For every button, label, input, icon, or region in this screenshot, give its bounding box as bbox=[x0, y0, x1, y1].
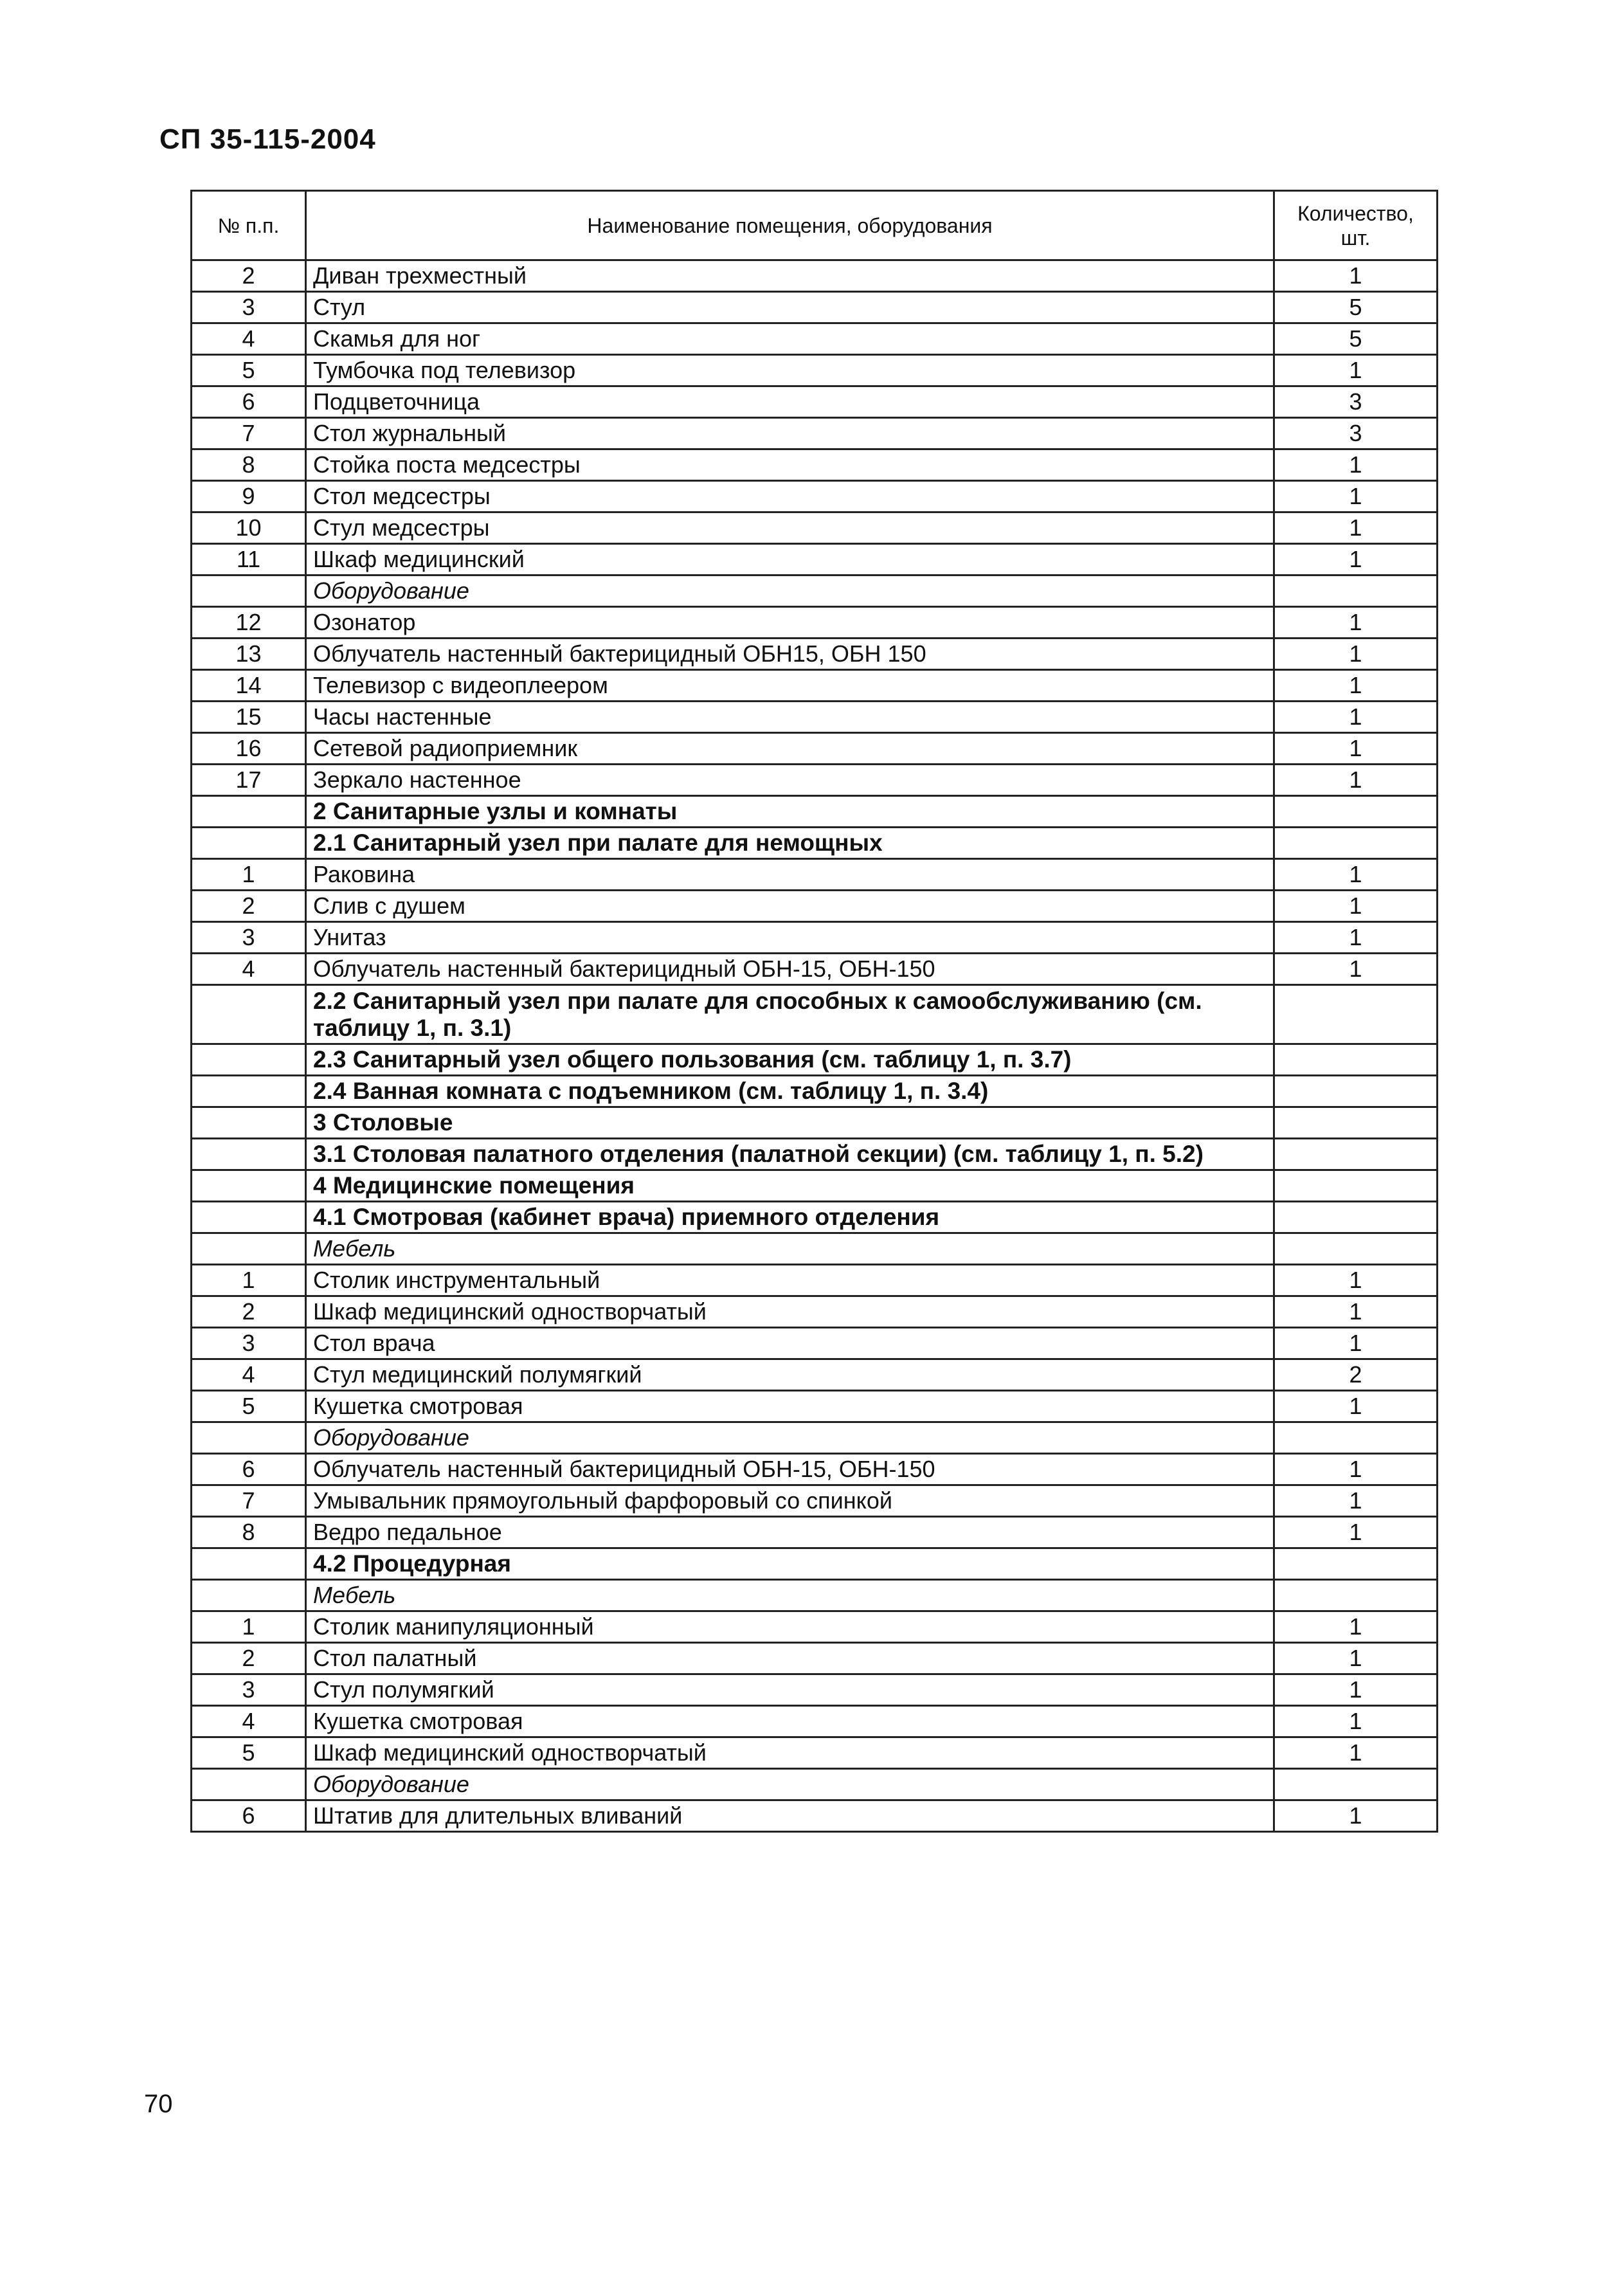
row-name-cell: 2.2 Санитарный узел при палате для способных к самообслуживанию (см. таблицу 1, п. 3.1) bbox=[306, 985, 1274, 1044]
row-number-cell bbox=[192, 1139, 306, 1170]
row-name-cell: Облучатель настенный бактерицидный ОБН15, ОБН 150 bbox=[306, 639, 1274, 670]
table-row bbox=[192, 449, 1438, 481]
row-quantity-cell: 1 bbox=[1274, 639, 1438, 670]
row-quantity-cell: 1 bbox=[1274, 670, 1438, 702]
row-name-cell: Кушетка смотровая bbox=[306, 1706, 1274, 1737]
row-name-cell: Ведро педальное bbox=[306, 1517, 1274, 1548]
row-name-cell: Тумбочка под телевизор bbox=[306, 355, 1274, 386]
row-number-cell bbox=[192, 1769, 306, 1800]
row-name-cell: Облучатель настенный бактерицидный ОБН-15, ОБН-150 bbox=[306, 954, 1274, 985]
table-row bbox=[192, 1454, 1438, 1485]
section-row bbox=[192, 1076, 1438, 1107]
row-name-cell: Стул bbox=[306, 292, 1274, 323]
row-number-cell: 3 bbox=[192, 292, 306, 323]
row-number-cell: 1 bbox=[192, 1265, 306, 1296]
row-number-cell: 3 bbox=[192, 1674, 306, 1706]
table-row bbox=[192, 1517, 1438, 1548]
row-quantity-cell: 1 bbox=[1274, 1674, 1438, 1706]
subheading-row bbox=[192, 1233, 1438, 1265]
row-name-cell: Мебель bbox=[306, 1580, 1274, 1611]
section-row bbox=[192, 1170, 1438, 1202]
row-number-cell: 8 bbox=[192, 449, 306, 481]
subheading-row bbox=[192, 576, 1438, 607]
row-number-cell: 7 bbox=[192, 1485, 306, 1517]
row-quantity-cell bbox=[1274, 796, 1438, 828]
row-quantity-cell bbox=[1274, 1107, 1438, 1139]
row-name-cell: Стол палатный bbox=[306, 1643, 1274, 1674]
row-number-cell: 6 bbox=[192, 386, 306, 418]
table-row bbox=[192, 1674, 1438, 1706]
table-row bbox=[192, 1391, 1438, 1422]
section-row bbox=[192, 796, 1438, 828]
row-number-cell: 4 bbox=[192, 1359, 306, 1391]
row-quantity-cell bbox=[1274, 1769, 1438, 1800]
table-row bbox=[192, 1611, 1438, 1643]
subheading-row bbox=[192, 1422, 1438, 1454]
row-quantity-cell bbox=[1274, 1044, 1438, 1076]
row-number-cell bbox=[192, 1548, 306, 1580]
section-row bbox=[192, 1044, 1438, 1076]
row-name-cell: Озонатор bbox=[306, 607, 1274, 639]
row-quantity-cell: 1 bbox=[1274, 1643, 1438, 1674]
row-number-cell: 4 bbox=[192, 954, 306, 985]
table-row bbox=[192, 260, 1438, 292]
row-name-cell: Оборудование bbox=[306, 1769, 1274, 1800]
row-quantity-cell: 3 bbox=[1274, 418, 1438, 449]
table-body bbox=[192, 260, 1438, 1832]
row-quantity-cell: 1 bbox=[1274, 512, 1438, 544]
row-name-cell: Стул медсестры bbox=[306, 512, 1274, 544]
row-number-cell: 3 bbox=[192, 922, 306, 954]
row-number-cell: 2 bbox=[192, 260, 306, 292]
row-quantity-cell: 1 bbox=[1274, 1800, 1438, 1832]
table-row bbox=[192, 481, 1438, 512]
row-number-cell: 13 bbox=[192, 639, 306, 670]
table-row bbox=[192, 292, 1438, 323]
row-name-cell: Мебель bbox=[306, 1233, 1274, 1265]
row-quantity-cell: 5 bbox=[1274, 323, 1438, 355]
row-quantity-cell: 1 bbox=[1274, 1391, 1438, 1422]
row-name-cell: Часы настенные bbox=[306, 702, 1274, 733]
row-name-cell: Кушетка смотровая bbox=[306, 1391, 1274, 1422]
row-number-cell: 4 bbox=[192, 1706, 306, 1737]
table-row bbox=[192, 1485, 1438, 1517]
row-name-cell: 3.1 Столовая палатного отделения (палатной секции) (см. таблицу 1, п. 5.2) bbox=[306, 1139, 1274, 1170]
row-name-cell: 2 Санитарные узлы и комнаты bbox=[306, 796, 1274, 828]
row-quantity-cell: 1 bbox=[1274, 765, 1438, 796]
table-row bbox=[192, 954, 1438, 985]
equipment-table bbox=[190, 190, 1438, 1833]
section-row bbox=[192, 1202, 1438, 1233]
row-name-cell: Унитаз bbox=[306, 922, 1274, 954]
row-number-cell: 11 bbox=[192, 544, 306, 576]
row-number-cell: 1 bbox=[192, 859, 306, 891]
section-row bbox=[192, 1107, 1438, 1139]
column-header-name: Наименование помещения, оборудования bbox=[306, 191, 1274, 260]
row-quantity-cell: 1 bbox=[1274, 449, 1438, 481]
row-number-cell: 6 bbox=[192, 1454, 306, 1485]
row-number-cell bbox=[192, 828, 306, 859]
row-name-cell: Сетевой радиоприемник bbox=[306, 733, 1274, 765]
row-name-cell: Стол врача bbox=[306, 1328, 1274, 1359]
table-row bbox=[192, 1643, 1438, 1674]
row-quantity-cell bbox=[1274, 1202, 1438, 1233]
page-number: 70 bbox=[144, 2090, 173, 2118]
row-quantity-cell: 1 bbox=[1274, 1265, 1438, 1296]
row-number-cell bbox=[192, 1422, 306, 1454]
row-number-cell bbox=[192, 985, 306, 1044]
row-number-cell bbox=[192, 1233, 306, 1265]
row-name-cell: 4 Медицинские помещения bbox=[306, 1170, 1274, 1202]
table-row bbox=[192, 1328, 1438, 1359]
row-quantity-cell: 1 bbox=[1274, 1706, 1438, 1737]
row-name-cell: Телевизор с видеоплеером bbox=[306, 670, 1274, 702]
row-number-cell bbox=[192, 1202, 306, 1233]
row-quantity-cell bbox=[1274, 1076, 1438, 1107]
row-name-cell: Столик манипуляционный bbox=[306, 1611, 1274, 1643]
row-number-cell: 6 bbox=[192, 1800, 306, 1832]
section-row bbox=[192, 828, 1438, 859]
table-row bbox=[192, 1359, 1438, 1391]
row-quantity-cell: 1 bbox=[1274, 1328, 1438, 1359]
row-name-cell: Диван трехместный bbox=[306, 260, 1274, 292]
row-name-cell: 4.2 Процедурная bbox=[306, 1548, 1274, 1580]
row-name-cell: Столик инструментальный bbox=[306, 1265, 1274, 1296]
row-name-cell: Стол журнальный bbox=[306, 418, 1274, 449]
row-number-cell: 2 bbox=[192, 1643, 306, 1674]
row-quantity-cell: 1 bbox=[1274, 1296, 1438, 1328]
row-quantity-cell: 1 bbox=[1274, 1611, 1438, 1643]
row-name-cell: Стул медицинский полумягкий bbox=[306, 1359, 1274, 1391]
table-row bbox=[192, 639, 1438, 670]
table-row bbox=[192, 670, 1438, 702]
row-quantity-cell: 1 bbox=[1274, 1485, 1438, 1517]
table-row bbox=[192, 544, 1438, 576]
row-number-cell: 5 bbox=[192, 355, 306, 386]
row-name-cell: Умывальник прямоугольный фарфоровый со спинкой bbox=[306, 1485, 1274, 1517]
row-number-cell: 3 bbox=[192, 1328, 306, 1359]
section-row bbox=[192, 1548, 1438, 1580]
row-number-cell: 2 bbox=[192, 891, 306, 922]
table-row bbox=[192, 733, 1438, 765]
row-number-cell: 4 bbox=[192, 323, 306, 355]
row-quantity-cell: 1 bbox=[1274, 1454, 1438, 1485]
table-row bbox=[192, 1265, 1438, 1296]
row-number-cell: 5 bbox=[192, 1391, 306, 1422]
row-number-cell bbox=[192, 1107, 306, 1139]
row-quantity-cell: 1 bbox=[1274, 954, 1438, 985]
row-quantity-cell bbox=[1274, 828, 1438, 859]
row-name-cell: Слив с душем bbox=[306, 891, 1274, 922]
row-quantity-cell: 1 bbox=[1274, 544, 1438, 576]
row-name-cell: 3 Столовые bbox=[306, 1107, 1274, 1139]
subheading-row bbox=[192, 1580, 1438, 1611]
row-name-cell: Шкаф медицинский bbox=[306, 544, 1274, 576]
row-name-cell: Подцветочница bbox=[306, 386, 1274, 418]
row-number-cell bbox=[192, 1580, 306, 1611]
row-quantity-cell: 1 bbox=[1274, 891, 1438, 922]
table-row bbox=[192, 607, 1438, 639]
table-row bbox=[192, 702, 1438, 733]
row-quantity-cell: 1 bbox=[1274, 859, 1438, 891]
row-name-cell: Облучатель настенный бактерицидный ОБН-15, ОБН-150 bbox=[306, 1454, 1274, 1485]
row-number-cell: 9 bbox=[192, 481, 306, 512]
row-number-cell: 5 bbox=[192, 1737, 306, 1769]
document-code: СП 35-115-2004 bbox=[159, 123, 376, 155]
row-number-cell bbox=[192, 1170, 306, 1202]
row-quantity-cell bbox=[1274, 985, 1438, 1044]
row-quantity-cell bbox=[1274, 1580, 1438, 1611]
table-row bbox=[192, 386, 1438, 418]
column-header-quantity: Количество, шт. bbox=[1274, 191, 1438, 260]
row-name-cell: Зеркало настенное bbox=[306, 765, 1274, 796]
row-number-cell: 10 bbox=[192, 512, 306, 544]
row-quantity-cell bbox=[1274, 1139, 1438, 1170]
row-number-cell: 14 bbox=[192, 670, 306, 702]
row-quantity-cell bbox=[1274, 1233, 1438, 1265]
row-number-cell: 12 bbox=[192, 607, 306, 639]
row-quantity-cell: 3 bbox=[1274, 386, 1438, 418]
row-name-cell: 2.4 Ванная комната с подъемником (см. таблицу 1, п. 3.4) bbox=[306, 1076, 1274, 1107]
table-row bbox=[192, 922, 1438, 954]
row-number-cell bbox=[192, 1076, 306, 1107]
row-quantity-cell bbox=[1274, 576, 1438, 607]
row-quantity-cell: 2 bbox=[1274, 1359, 1438, 1391]
row-quantity-cell: 1 bbox=[1274, 922, 1438, 954]
header-row bbox=[192, 191, 1438, 260]
row-name-cell: Оборудование bbox=[306, 1422, 1274, 1454]
row-name-cell: Штатив для длительных вливаний bbox=[306, 1800, 1274, 1832]
row-quantity-cell bbox=[1274, 1548, 1438, 1580]
section-row bbox=[192, 1139, 1438, 1170]
row-quantity-cell: 1 bbox=[1274, 1737, 1438, 1769]
row-name-cell: Стол медсестры bbox=[306, 481, 1274, 512]
row-quantity-cell: 1 bbox=[1274, 260, 1438, 292]
row-name-cell: 2.3 Санитарный узел общего пользования (см. таблицу 1, п. 3.7) bbox=[306, 1044, 1274, 1076]
table-row bbox=[192, 512, 1438, 544]
table-row bbox=[192, 1800, 1438, 1832]
row-name-cell: Оборудование bbox=[306, 576, 1274, 607]
table-row bbox=[192, 1737, 1438, 1769]
table-header bbox=[192, 191, 1438, 260]
table-row bbox=[192, 891, 1438, 922]
section-row bbox=[192, 985, 1438, 1044]
row-number-cell: 2 bbox=[192, 1296, 306, 1328]
row-quantity-cell: 1 bbox=[1274, 733, 1438, 765]
table-row bbox=[192, 765, 1438, 796]
row-quantity-cell: 5 bbox=[1274, 292, 1438, 323]
row-number-cell: 7 bbox=[192, 418, 306, 449]
row-name-cell: Стул полумягкий bbox=[306, 1674, 1274, 1706]
row-quantity-cell: 1 bbox=[1274, 355, 1438, 386]
column-header-number: № п.п. bbox=[192, 191, 306, 260]
row-name-cell: 2.1 Санитарный узел при палате для немощных bbox=[306, 828, 1274, 859]
row-number-cell: 16 bbox=[192, 733, 306, 765]
row-number-cell bbox=[192, 576, 306, 607]
table-row bbox=[192, 1296, 1438, 1328]
row-number-cell bbox=[192, 1044, 306, 1076]
table-row bbox=[192, 323, 1438, 355]
row-number-cell: 17 bbox=[192, 765, 306, 796]
row-quantity-cell: 1 bbox=[1274, 607, 1438, 639]
row-quantity-cell: 1 bbox=[1274, 1517, 1438, 1548]
row-name-cell: Скамья для ног bbox=[306, 323, 1274, 355]
table-row bbox=[192, 859, 1438, 891]
subheading-row bbox=[192, 1769, 1438, 1800]
row-number-cell bbox=[192, 796, 306, 828]
row-quantity-cell bbox=[1274, 1170, 1438, 1202]
row-name-cell: Шкаф медицинский одностворчатый bbox=[306, 1737, 1274, 1769]
row-name-cell: Шкаф медицинский одностворчатый bbox=[306, 1296, 1274, 1328]
row-name-cell: 4.1 Смотровая (кабинет врача) приемного отделения bbox=[306, 1202, 1274, 1233]
row-number-cell: 15 bbox=[192, 702, 306, 733]
row-number-cell: 8 bbox=[192, 1517, 306, 1548]
row-quantity-cell bbox=[1274, 1422, 1438, 1454]
row-quantity-cell: 1 bbox=[1274, 481, 1438, 512]
row-name-cell: Стойка поста медсестры bbox=[306, 449, 1274, 481]
table-row bbox=[192, 355, 1438, 386]
row-name-cell: Раковина bbox=[306, 859, 1274, 891]
row-quantity-cell: 1 bbox=[1274, 702, 1438, 733]
table-row bbox=[192, 1706, 1438, 1737]
row-number-cell: 1 bbox=[192, 1611, 306, 1643]
table-row bbox=[192, 418, 1438, 449]
